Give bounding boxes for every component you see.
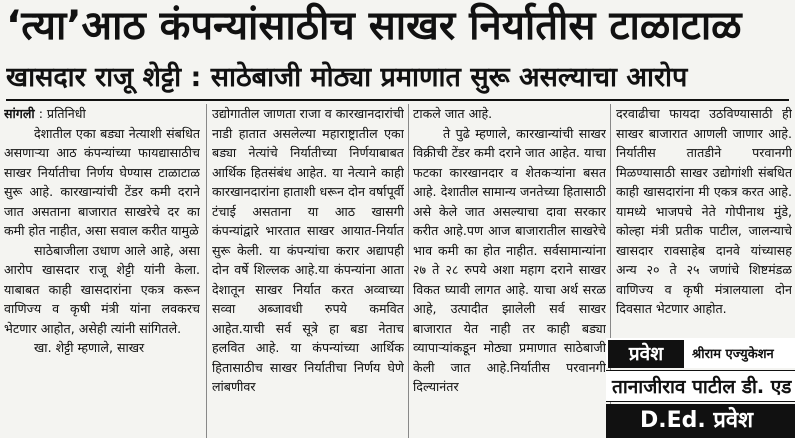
paragraph: ते पुढे म्हणाले, कारखान्यांची साखर विक्रीची टेंडर कमी दराने जात आहेत. याचा फटका कारखानदार व शेतकऱ्यांना बसत आहे. देशातील सामान्य जनतेच्या हितासाठी असे केले जात असल्याचा दावा सरकार करीत आहे.पण आज बाजारातील साखरेचे भाव कमी का होत नाहीत. सर्वसामान्यांना २७ ते २८ रुपये अशा महाग दराने साखर विकत घ्यावी लागत आहे. याचा अर्थ सरळ आहे, उत्पादीत झालेली सर्व साखर बाजारात येत नाही तर काही बड्या व्यापाऱ्यांकडून मोठ्या प्रमाणात साठेबाजी केली जात आहे.निर्यातीस परवानगी दिल्यानंतर [413, 125, 606, 394]
paragraph: खा. शेट्टी म्हणाले, साखर [34, 340, 145, 355]
paragraph: देशातील एका बड्या नेत्याशी संबधित असणाऱ्या आठ कंपन्यांच्या फायद्यासाठीच साखर निर्यातीचा निर्णय घेण्यास टाळाटाळ सुरू आहे. कारखान्यांची टेंडर कमी दराने जात असताना बाजारात साखरेचे दर का कमी होत नाहीत, असा सवाल करीत यामुळे [4, 125, 200, 238]
article-column-3 [413, 104, 606, 438]
column-divider [408, 104, 409, 438]
paragraph: दरवाढीचा फायदा उठविण्यासाठी ही साखर बाजारात आणली जाणार आहे. निर्यातीस तातडीने परवानगी मिळण्यासाठी साखर उद्योगांशी संबधित काही खासदारांना मी एकत्र करत आहे. यामध्ये भाजपचे नेते गोपीनाथ मुंडे, कोल्हा मंत्री प्रतीक पाटील, जालन्याचे खासदार रावसाहेब दानवे यांच्यासह अन्य २० ते २५ जणांचे शिष्टमंडळ वाणिज्य व कृषी मंत्रालयाला दोन दिवसात भेटणार आहोत. [616, 106, 792, 316]
headline: ‘त्या’आठ कंपन्यांसाठीच साखर निर्यातीस टाळाटाळ [6, 3, 742, 49]
ad-course: D.Ed. प्रवेश [606, 404, 795, 438]
advertisement [606, 336, 795, 438]
dateline-row [4, 104, 200, 124]
article-column-4 [616, 104, 792, 336]
dateline: सांगली [4, 106, 35, 121]
paragraph: टाकले जात आहे. [413, 106, 493, 121]
ad-badge: प्रवेश [608, 340, 684, 368]
ad-name: तानाजीराव पाटील डी. एड [606, 370, 795, 402]
column-divider [206, 104, 207, 438]
article-column-2 [212, 104, 404, 438]
paragraph: साठेबाजीला उधाण आले आहे, असा आरोप खासदार राजू शेट्टी यांनी केला. याबाबत काही खासदारांना एकत्र करून वाणिज्य व कृषी मंत्री यांना लवकरच भेटणार आहोत, असेही त्यांनी सांगितले. [4, 242, 200, 336]
paragraph: उद्योगातील जाणता राजा व कारखानदारांची नाडी हातात असलेल्या महाराष्ट्रातील एका बड्या नेत्यांचे निर्यातीच्या निर्णयाबाबत आर्थिक हितसंबंध आहेत. या नेत्याने काही कारखानदारांना हाताशी धरून दोन वर्षापूर्वी टंचाई असताना या आठ खासगी कंपन्यांद्वारे भारतात साखर आयात-निर्यात सुरू केली. या कंपन्यांचा करार अद्यापही दोन वर्षे शिल्लक आहे.या कंपन्यांना आता देशातून साखर निर्यात करत अव्वाच्या सव्वा अब्जावधी रुपये कमवित आहेत.याची सर्व सूत्रे हा बडा नेताच हलवित आहे. या कंपन्यांच्या आर्थिक हितासाठीच साखर निर्यातीचा निर्णय घेणे लांबणीवर [212, 106, 404, 394]
subheadline: खासदार राजू शेट्टी : साठेबाजी मोठ्या प्रमाणात सुरू असल्याचा आरोप [6, 62, 688, 93]
ad-header [606, 338, 795, 368]
ad-college: श्रीराम एज्युकेशन [692, 347, 774, 362]
headline-divider [6, 99, 789, 101]
byline: : प्रतिनिधी [38, 106, 86, 121]
article-column-1 [4, 104, 200, 438]
